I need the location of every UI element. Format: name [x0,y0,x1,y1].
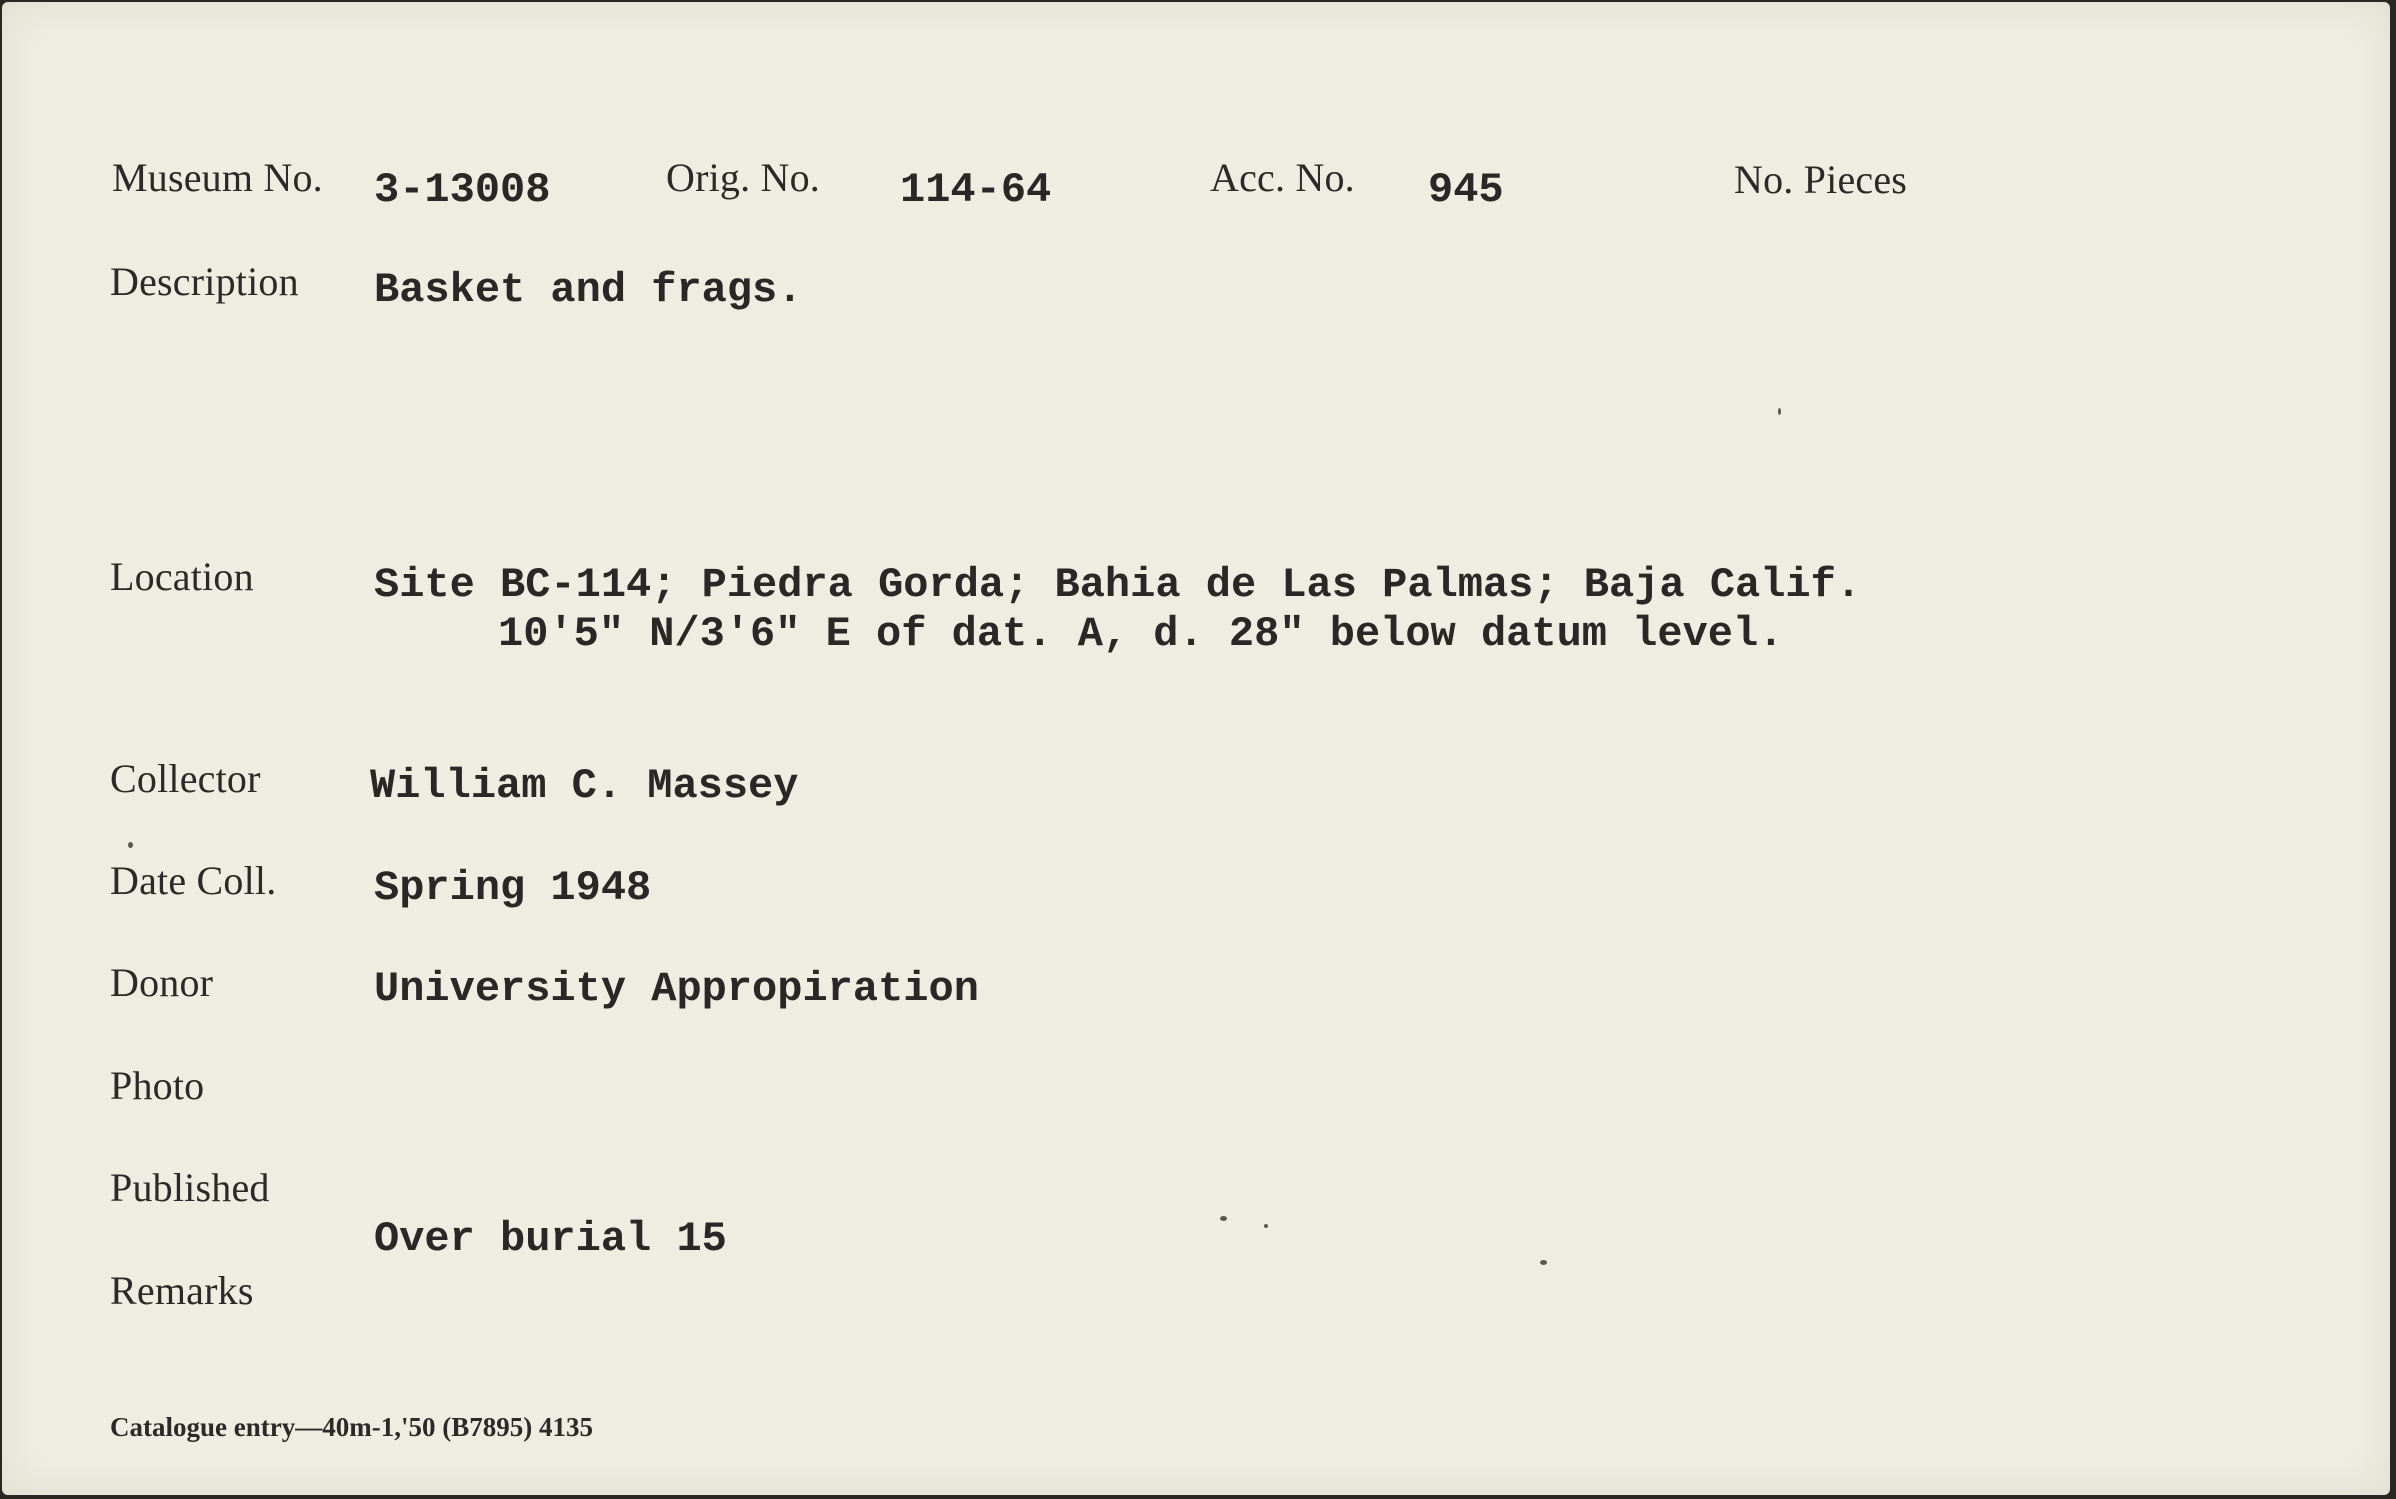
location-label: Location [110,554,254,599]
donor-value: University Appropiration [374,965,979,1013]
orig-no-value: 114-64 [900,166,1052,214]
published-label: Published [110,1165,270,1210]
remarks-value: Over burial 15 [374,1215,727,1263]
collector-label: Collector [110,756,261,801]
acc-no-label: Acc. No. [1210,155,1355,200]
date-coll-label: Date Coll. [110,858,277,903]
no-pieces-label: No. Pieces [1734,157,1908,202]
orig-no-label: Orig. No. [666,155,821,200]
photo-label: Photo [110,1063,205,1108]
location-line-1: Site BC-114; Piedra Gorda; Bahia de Las Palmas; Baja Calif. [374,561,1862,609]
paper-speck [128,842,133,848]
acc-no-value: 945 [1428,166,1504,214]
paper-speck [1778,408,1781,415]
paper-speck [1540,1260,1547,1265]
museum-no-value: 3-13008 [374,166,551,214]
paper-speck [1220,1216,1227,1221]
description-label: Description [110,259,299,304]
description-value: Basket and frags. [374,266,803,314]
date-coll-value: Spring 1948 [374,864,652,912]
remarks-label: Remarks [110,1268,254,1313]
paper-speck [1264,1224,1268,1228]
collector-value: William C. Massey [370,762,799,810]
catalogue-entry-footer: Catalogue entry—40m-1,'50 (B7895) 4135 [110,1412,593,1442]
museum-no-label: Museum No. [112,155,323,200]
catalogue-card [2,2,2390,1495]
location-line-2: 10'5" N/3'6" E of dat. A, d. 28" below datum level. [498,610,1784,658]
donor-label: Donor [110,960,214,1005]
